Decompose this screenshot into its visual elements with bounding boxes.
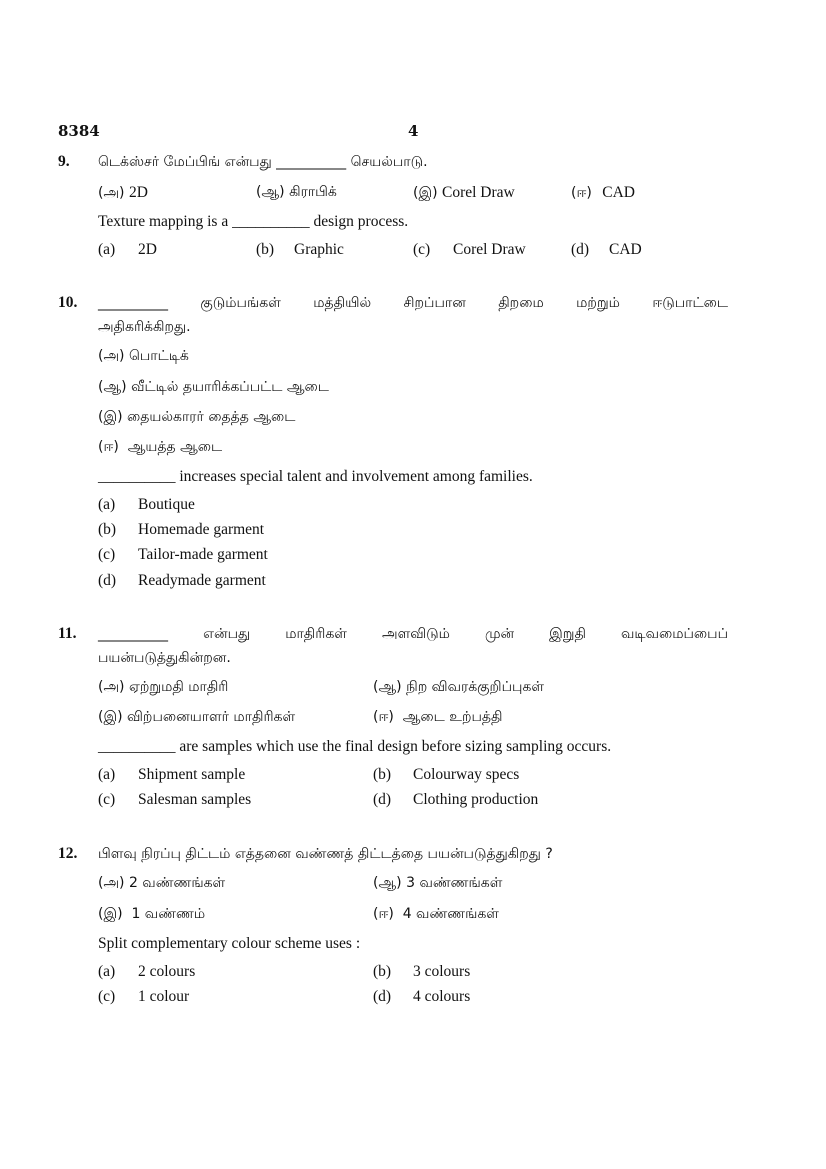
question-number: 12.	[58, 845, 78, 862]
english-option: (c) Corel Draw	[413, 241, 526, 258]
english-option: (b) Colourway specs	[373, 766, 520, 783]
tamil-stem-continued: அதிகரிக்கிறது.	[98, 319, 191, 335]
english-option: (b) 3 colours	[373, 963, 471, 980]
tamil-option: (ஆ) 3 வண்ணங்கள்	[373, 875, 503, 891]
tamil-option: (அ) ஏற்றுமதி மாதிரி	[98, 679, 229, 695]
tamil-option: (ஈ) 4 வண்ணங்கள்	[373, 906, 499, 922]
question-number: 10.	[58, 294, 78, 311]
tamil-option: (ஆ) நிற விவரக்குறிப்புகள்	[373, 679, 545, 695]
tamil-stem: பிளவு நிரப்பு திட்டம் எத்தனை வண்ணத் திட்டத்தை பயன்படுத்துகிறது ?	[98, 846, 553, 862]
english-option: (d) CAD	[571, 241, 642, 258]
tamil-stem: டெக்ஸ்சர் மேப்பிங் என்பது __________ செயல்பாடு.	[98, 154, 428, 170]
english-option: (d) Clothing production	[373, 791, 539, 808]
english-option: (c) Tailor-made garment	[98, 546, 268, 563]
english-option: (c) Salesman samples	[98, 791, 252, 808]
tamil-option: (அ) பொட்டிக்	[98, 348, 189, 364]
tamil-option: (ஆ) வீட்டில் தயாரிக்கப்பட்ட ஆடை	[98, 379, 329, 395]
tamil-stem-continued: பயன்படுத்துகின்றன.	[98, 650, 231, 666]
english-stem: Split complementary colour scheme uses :	[98, 935, 361, 952]
tamil-option: (அ) 2 வண்ணங்கள்	[98, 875, 226, 891]
tamil-option: (அ) 2D	[98, 184, 148, 201]
english-option: (a) 2D	[98, 241, 157, 258]
english-stem: __________ are samples which use the final design before sizing sampling occurs.	[98, 738, 612, 755]
english-stem: __________ increases special talent and involvement among families.	[98, 468, 533, 485]
english-option: (a) 2 colours	[98, 963, 196, 980]
english-option: (b) Homemade garment	[98, 521, 265, 538]
english-option: (a) Boutique	[98, 496, 195, 513]
tamil-option: (இ) விற்பனையாளர் மாதிரிகள்	[98, 709, 296, 725]
page-number: 4	[408, 122, 419, 140]
tamil-stem: __________ குடும்பங்கள் மத்தியில் சிறப்பான திறமை மற்றும் ஈடுபாட்டை	[98, 295, 728, 311]
question-number: 9.	[58, 153, 70, 170]
english-stem: Texture mapping is a __________ design process.	[98, 213, 409, 230]
tamil-option: (ஈ) ஆடை உற்பத்தி	[373, 709, 503, 725]
english-option: (b) Graphic	[256, 241, 344, 258]
english-option: (a) Shipment sample	[98, 766, 246, 783]
tamil-option: (ஈ) ஆயத்த ஆடை	[98, 439, 223, 455]
english-option: (c) 1 colour	[98, 988, 190, 1005]
english-option: (d) 4 colours	[373, 988, 471, 1005]
tamil-option: (இ) தையல்காரர் தைத்த ஆடை	[98, 409, 296, 425]
tamil-option: (ஆ) கிராபிக்	[256, 184, 337, 200]
question-number: 11.	[58, 625, 77, 642]
tamil-stem: __________ என்பது மாதிரிகள் அளவிடும் முன் இறுதி வடிவமைப்பைப்	[98, 626, 728, 642]
tamil-option: (இ) Corel Draw	[413, 184, 515, 201]
english-option: (d) Readymade garment	[98, 572, 266, 589]
paper-code: 8384	[58, 122, 100, 140]
tamil-option: (ஈ) CAD	[571, 184, 635, 201]
tamil-option: (இ) 1 வண்ணம்	[98, 906, 206, 922]
